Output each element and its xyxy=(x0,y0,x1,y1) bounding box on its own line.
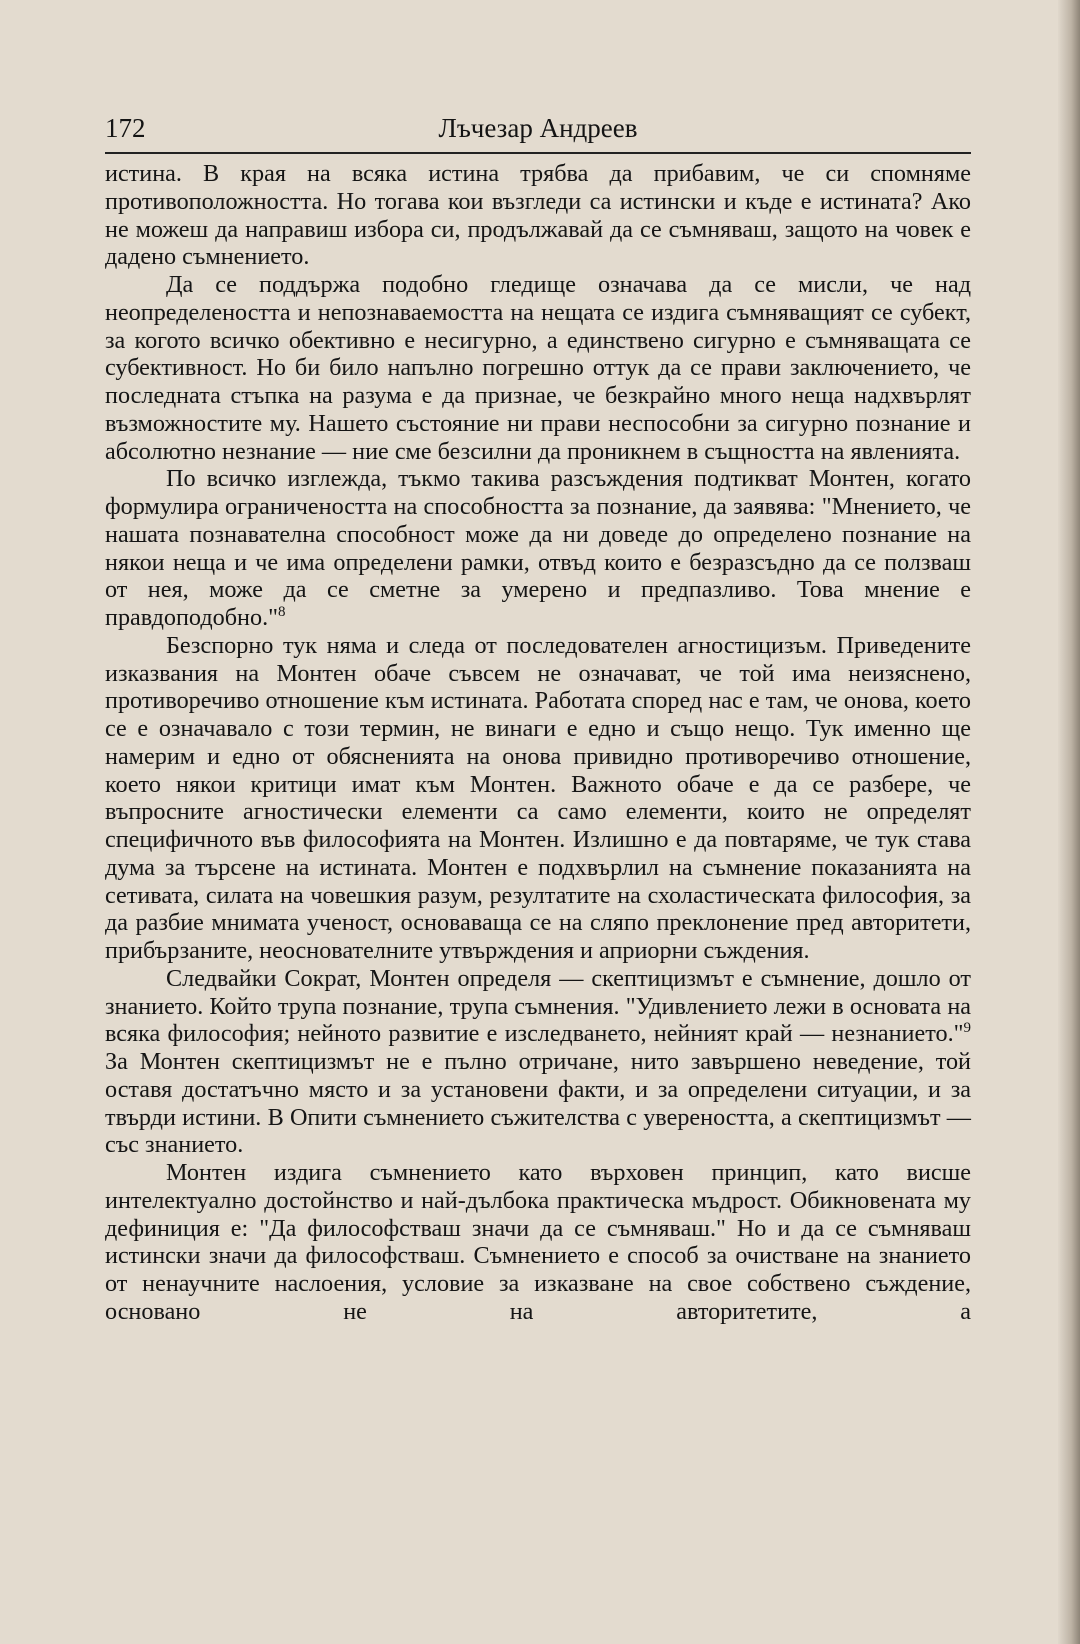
paragraph-text: Следвайки Сократ, Монтен определя — скептицизмът е съмнение, дошло от знанието. Който трупа познание, трупа съмнения. "Удивлението лежи в основата на всяка философия; нейното развитие е изследването, нейният край — незнанието." xyxy=(105,964,971,1048)
paragraph-continued xyxy=(105,160,971,271)
paragraph-text: По всичко изглежда, тъкмо такива разсъждения подтикват Монтен, когато формулира ограничеността на способността за познание, да заявява: "Мнението, че нашата познавателна способност може да ни доведе до определено познание на някои неща и че има определени рамки, отвъд които е безразсъдно да се ползваш от нея, може да се сметне за умерено и предпазливо. Това мнение е правдоподобно." xyxy=(105,465,971,631)
page-header xyxy=(105,110,971,154)
paragraph xyxy=(105,465,971,632)
footnote-marker: 8 xyxy=(278,603,286,620)
paragraph-text: За Монтен скептицизмът не е пълно отричане, нито завършено неведение, той оставя достатъчно място и за установени факти, и за определени ситуации, и за твърди истини. В Опити съмнението съжителства с увереността, а скептицизмът — със знанието. xyxy=(105,1048,971,1159)
page-number: 172 xyxy=(105,113,146,143)
paragraph xyxy=(105,632,971,965)
paragraph xyxy=(105,965,971,1159)
running-title: Лъчезар Андреев xyxy=(438,113,638,143)
page-edge-shadow xyxy=(1058,0,1080,1644)
paragraph xyxy=(105,271,971,465)
footnote-marker: 9 xyxy=(963,1020,971,1037)
paragraph-text: истина. В края на всяка истина трябва да прибавим, че си спомняме противоположността. Но тогава кои възгледи са истински и къде е истината? Ако не можеш да направиш избора си, продължавай да се съмняваш, защото на човек е дадено съмнението. xyxy=(105,160,971,271)
paragraph xyxy=(105,1159,971,1326)
body-text xyxy=(105,160,971,1326)
paragraph-text: Монтен издига съмнението като върховен принцип, като висше интелектуално достойнство и най-дълбока практическа мъдрост. Обикновената му дефиниция е: "Да философстваш значи да се съмняваш." Но и да се съмняваш истински значи да философстваш. Съмнението е способ за очистване на знанието от ненаучните наслоения, условие за изказване на свое собствено съждение, основано не на авторитетите, а xyxy=(105,1159,971,1325)
paragraph-text: Да се поддържа подобно гледище означава да се мисли, че над неопределеността и непознаваемостта на нещата се издига съмняващият се субект, за когото всичко обективно е несигурно, а единствено сигурно е съмняващата се субективност. Но би било напълно погрешно оттук да се прави заключението, че последната стъпка на разума е да признае, че безкрайно много неща надхвърлят възможностите му. Нашето състояние ни прави неспособни за сигурно познание и абсолютно незнание — ние сме безсилни да проникнем в същността на явленията. xyxy=(105,271,971,465)
paragraph-text: Безспорно тук няма и следа от последователен агностицизъм. Приведените изказвания на Монтен обаче съвсем не означават, че той има неизяснено, противоречиво отношение към истината. Работата според нас е там, че онова, което се е означавало с този термин, не винаги е едно и също нещо. Тук именно ще намерим и едно от обясненията на онова привидно противоречиво отношение, което някои критици имат към Монтен. Важното обаче е да се разбере, че въпросните агностически елементи са само елементи, които не определят специфичното във философията на Монтен. Излишно е да повтаряме, че тук става дума за търсене на истината. Монтен е подхвърлил на съмнение показанията на сетивата, силата на човешкия разум, резултатите на схоластическата философия, за да разбие мнимата ученост, основаваща се на сляпо преклонение пред авторитети, прибързаните, неоснователните утвърждения и априорни съждения. xyxy=(105,631,971,964)
